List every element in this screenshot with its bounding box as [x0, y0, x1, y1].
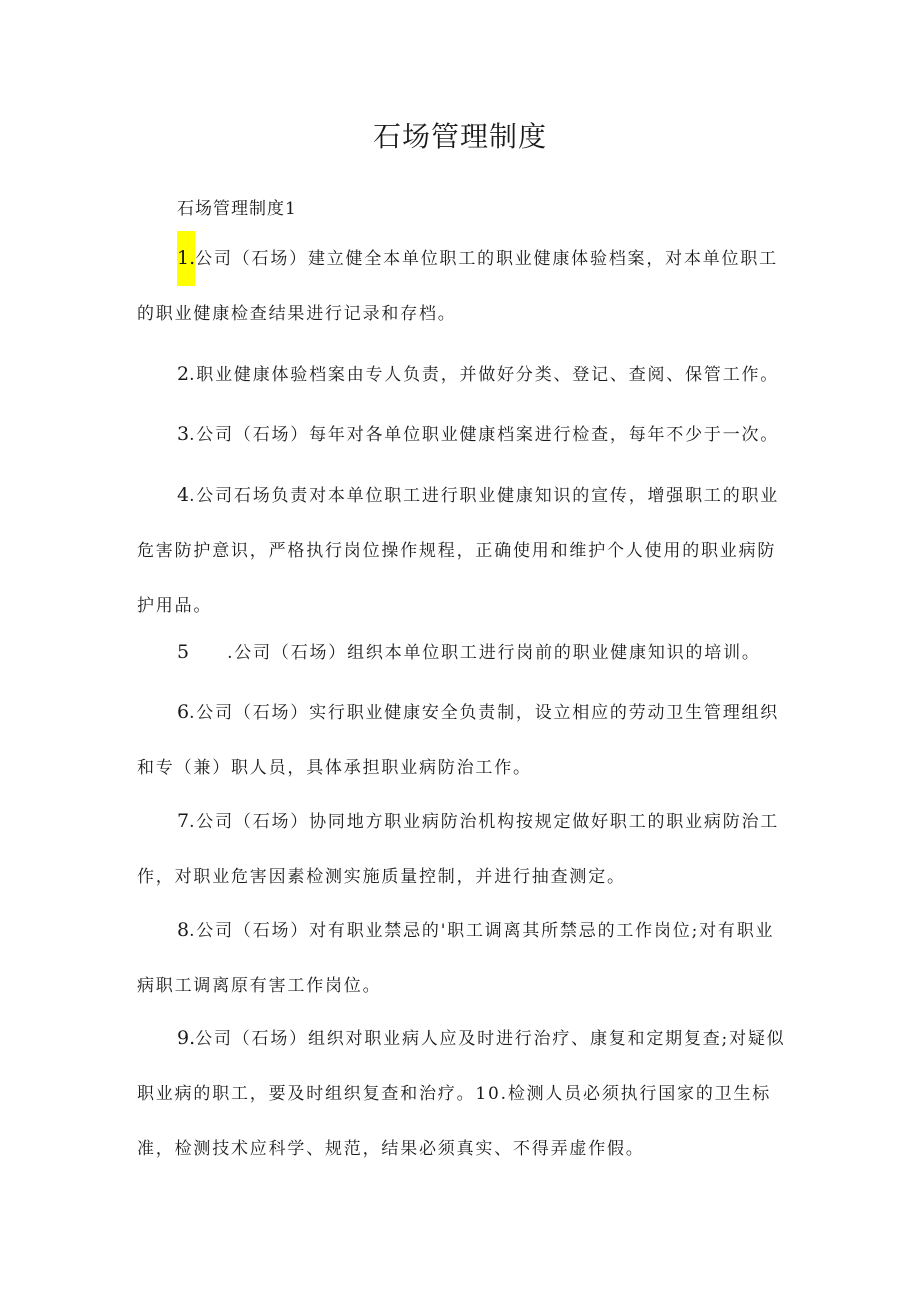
paragraph-9	[137, 1011, 789, 1177]
highlighted-item-number: 1.	[177, 231, 195, 286]
paragraph-text: .职业健康体验档案由专人负责，并做好分类、登记、查阅、保管工作。	[189, 365, 780, 385]
paragraph-text: .公司（石场）组织本单位职工进行岗前的职业健康知识的培训。	[227, 643, 761, 663]
paragraph-8	[137, 903, 789, 1014]
paragraph-text: .公司（石场）实行职业健康安全负责制，设立相应的劳动卫生管理组织和专（兼）职人员，具体承担职业病防治工作。	[137, 703, 780, 778]
paragraph-text: .公司（石场）协同地方职业病防治机构按规定做好职工的职业病防治工作，对职业危害因素检测实施质量控制，并进行抽查测定。	[137, 812, 780, 887]
paragraph-7	[137, 794, 789, 905]
item-number: 2	[177, 363, 190, 385]
paragraph-3	[137, 407, 789, 463]
document-title: 石场管理制度	[372, 120, 547, 153]
paragraph-text: .公司（石场）每年对各单位职业健康档案进行检查，每年不少于一次。	[189, 425, 780, 445]
paragraph-text: 公司（石场）建立健全本单位职工的职业健康体验档案，对本单位职工的职业健康检查结果进行记录和存档。	[137, 249, 778, 324]
paragraph-text: .公司石场负责对本单位职工进行职业健康知识的宣传，增强职工的职业危害防护意识，严格执行岗位操作规程，正确使用和维护个人使用的职业病防护用品。	[137, 486, 780, 616]
document-subtitle: 石场管理制度1	[177, 199, 297, 219]
paragraph-5	[137, 625, 789, 681]
paragraph-2	[137, 347, 789, 403]
paragraph-1	[137, 231, 789, 342]
item-number: 3	[177, 423, 190, 445]
item-number: 8	[177, 919, 190, 941]
paragraph-6	[137, 685, 789, 796]
item-number: 7	[177, 810, 190, 832]
paragraph-4	[137, 468, 789, 634]
paragraph-text: 公司（石场）组织对职业病人应及时进行治疗、康复和定期复查;对疑似职业病的职工，要及时组织复查和治疗。10.检测人员必须执行国家的卫生标准，检测技术应科学、规范，结果必须真实、不得弄虚作假。	[137, 1029, 786, 1159]
paragraph-text: .公司（石场）对有职业禁忌的'职工调离其所禁忌的工作岗位;对有职业病职工调离原有害工作岗位。	[137, 921, 775, 996]
item-number: 4	[177, 484, 190, 506]
item-number: 9.	[177, 1027, 196, 1049]
item-number: 6	[177, 701, 190, 723]
item-number: 5	[177, 641, 190, 663]
